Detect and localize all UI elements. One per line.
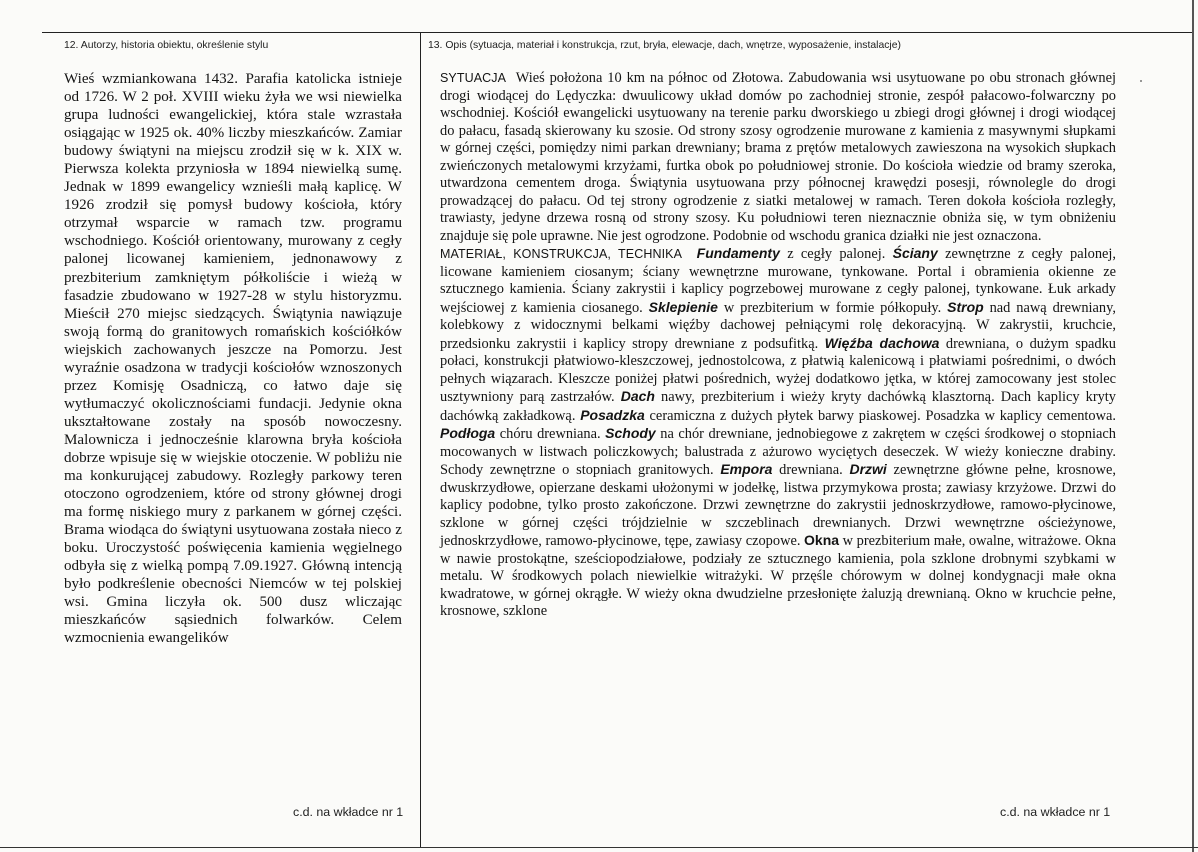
sciany-text: zewnętrzne z cegły palonej, licowane kamieniem ciosanym; ściany wewnętrzne murowane, tynkowane. Portal i obramienia okienne ze sztucznego kamienia. Ściany zakrystii i kaplicy pogrzebowej murowane z cegły palonej, tynkowane. Łuk arkady wejściowej z kamienia ciosanego.: [440, 246, 1116, 316]
fundamenty-text: z cegły palonej.: [779, 246, 893, 262]
podloga-text: chóru drewniana.: [495, 426, 606, 442]
column-divider: [420, 32, 421, 847]
left-section-header: 12. Autorzy, historia obiektu, określenie stylu: [64, 40, 269, 51]
keyword-okna: Okna: [804, 532, 840, 548]
bottom-rule: [0, 847, 1198, 848]
situation-paragraph: [440, 70, 1116, 245]
right-section-header: 13. Opis (sytuacja, materiał i konstrukcja, rzut, bryła, elewacje, dach, wnętrze, wyposażenie, instalacje): [428, 40, 901, 51]
right-continuation-note: c.d. na wkładce nr 1: [1000, 805, 1111, 819]
empora-text: drewniana.: [772, 462, 850, 478]
description-text-column: [440, 70, 1116, 621]
situation-text: Wieś położona 10 km na północ od Złotowa. Zabudowania wsi usytuowane po obu stronach głównej drogi wiodącej do Lędyczka: dwuulicowy układ domów po zachodniej stronie, zespół pałacowo-folwarczny po wschodniej. Kościół ewangelicki usytuowany na terenie parku dworskiego u zbiegi drogi głównej i drogi wiodącej do pałacu, fasadą skierowany ku szosie. Od strony szosy ogrodzenie murowane z kamienia z masywnymi słupkami w górnej części, pomiędzy nimi parkan drewniany; brama z prętów metalowych zawieszona na wysokich słupkach zwieńczonych metalowymi krzyżami, furtka obok po południowej stronie. Do kościoła wiedzie od bramy szeroka, utwardzona cementem droga. Świątynia usytuowana przy północnej krawędzi posesji, równolegle do drogi prowadzącej do pałacu. Od tej strony ogrodzenie z siatki metalowej w ramach. Teren dokoła kościoła rozległy, trawiasty, jedyne drzewa rosną od strony szosy. Ku południowi teren nieznacznie obniża się, w tym obniżeniu znajduje się pole uprawne. Nie jest ogrodzone. Podobnie od wschodu granica działki nie jest oznaczona.: [440, 70, 1116, 244]
material-heading: MATERIAŁ, KONSTRUKCJA, TECHNIKA: [440, 247, 683, 261]
strop-text: nad nawą drewniany, kolebkowy z widocznymi belkami więźby dachowej pełniącymi rolę dekoracyjną. W zakrystii, kruchcie, przedsionku zakrystii i kaplicy stropy drewniane z podsufitką.: [440, 299, 1116, 352]
dach-text: nawy, prezbiterium i wieży kryty dachówką klasztorną. Dach kaplicy kryty dachówką zakładkową.: [440, 389, 1116, 424]
keyword-podloga: Podłoga: [440, 425, 496, 441]
keyword-drzwi: Drzwi: [849, 461, 887, 477]
keyword-strop: Strop: [947, 298, 984, 315]
keyword-empora: Empora: [720, 461, 773, 477]
keyword-sklepienie: Sklepienie: [648, 298, 718, 315]
left-continuation-note: c.d. na wkładce nr 1: [293, 805, 404, 819]
posadzka-text: ceramiczna z dużych płytek barwy piaskowej. Posadzka w kaplicy cementowa.: [644, 407, 1116, 424]
keyword-schody: Schody: [605, 425, 656, 441]
scan-speck: [1140, 80, 1142, 82]
schody-text: na chór drewniane, jednobiegowe z zakrętem w części środkowej o stopniach mocowanych w listwach policzkowych; balustrada z ażurowo wyciętych deseczek. W wieży konieczne drabiny. Schody zewnętrzne o stopniach granitowych.: [440, 426, 1116, 478]
keyword-posadzka: Posadzka: [580, 406, 645, 423]
sklepienie-text: w prezbiterium w formie półkopuły.: [717, 299, 948, 316]
keyword-wiezba: Więźba dachowa: [824, 334, 940, 351]
keyword-fundamenty: Fundamenty: [696, 245, 780, 261]
keyword-sciany: Ściany: [892, 245, 938, 261]
wiezba-text: drewniana, o dużym spadku połaci, konstrukcji płatwiowo-kleszczowej, jednostolcowa, z płatwią kalenicową i płatwiami pośrednimi, o dwóch pełnych wiązarach. Kleszcze poniżej płatwi pośrednich, wyżej dodatkowo jętka, w której zamocowany jest stolec usztywniony parą zastrzałów.: [440, 335, 1116, 405]
top-rule: [42, 32, 1192, 33]
keyword-dach: Dach: [620, 388, 655, 404]
situation-heading: SYTUACJA: [440, 71, 507, 85]
material-paragraph: [440, 245, 1116, 621]
okna-text: w prezbiterium małe, owalne, witrażowe. Okna w nawie prostokątne, sześciopodziałowe, podziały ze sztucznego kamienia, pola szklone drobnymi szybkami w metalu. W środkowych polach niewielkie witrażyki. W przęśle chórowym w dolnej kondygnacji małe okna kwadratowe, w górnej okrągłe. W wieży okna dwudzielne przesłonięte żaluzją drewnianą. Okno w kruchcie pełne, krosnowe, szklone: [440, 533, 1116, 619]
history-paragraph: Wieś wzmiankowana 1432. Parafia katolicka istnieje od 1726. W 2 poł. XVIII wieku żyła we wsi niewielka grupa ludności ewangelickiej, która stale wzrastała osiągając w 1925 ok. 40% liczby mieszkańców. Zamiar budowy świątyni na miejscu zrodził się w k. XIX w. Pierwsza kolekta przyniosła w 1894 niewielką sumę. Jednak w 1899 ewangelicy wznieśli małą kaplicę. W 1926 zrodził się pomysł budowy kościoła, który otrzymał wsparcie w ramach tzw. programu wschodniego. Kościół orientowany, murowany z cegły palonej licowanej kamieniem, jednonawowy z prezbiterium zamkniętym półkoliście i wieżą w fasadzie zbudowano w 1927-28 w stylu historyzmu. Mieścił 270 miejsc siedzących. Świątynia nawiązuje swoją formą do granitowych romańskich kościółków wiejskich zachowanych jeszcze na Pomorzu. Jest wyraźnie osadzona w tradycji kościołów wznoszonych przez Komisję Osadniczą, co łatwo daje się wytłumaczyć okolicznościami fundacji. Jedynie okna ukształtowane zostały na sposób nowoczesny. Malownicza i jednocześnie klarowna bryła kościoła dobrze wpisuje się w wiejskie otoczenie. W pobliżu nie ma konkurującej zabudowy. Rozległy parkowy teren otoczono ogrodzeniem, które od strony głównej drogi ma formę niskiego mury z parkanem w górnej części. Brama wiodąca do świątyni usytuowana została nieco z boku. Uroczystość poświęcenia kamienia węgielnego odbyła się z wielką pompą 7.09.1927. Główną intencją było podkreślenie obecności Niemców w tej polskiej wsi. Gmina liczyła ok. 500 dusz wliczając mieszkańców sąsiednich folwarków. Celem wzmocnienia ewangelików: [64, 71, 402, 647]
drzwi-text: zewnętrzne główne pełne, krosnowe, dwuskrzydłowe, opierzane deskami ułożonymi w jodełkę, listwa przymykowa prosta; zawiasy krzyżowe. Drzwi do kaplicy podobne, tylko prosto zakończone. Drzwi zewnętrzne do zakrystii jednoskrzydłowe, ramowo-płycinowe, szklone w górnej części trójdzielnie w szczeblinach drewnianych. Drzwi wewnętrzne ościeżynowe, jednoskrzydłowe, ramowo-płycinowe, tępe, zawiasy czopowe.: [440, 462, 1116, 549]
history-text-column: [64, 70, 402, 648]
right-edge-rule: [1192, 0, 1194, 852]
